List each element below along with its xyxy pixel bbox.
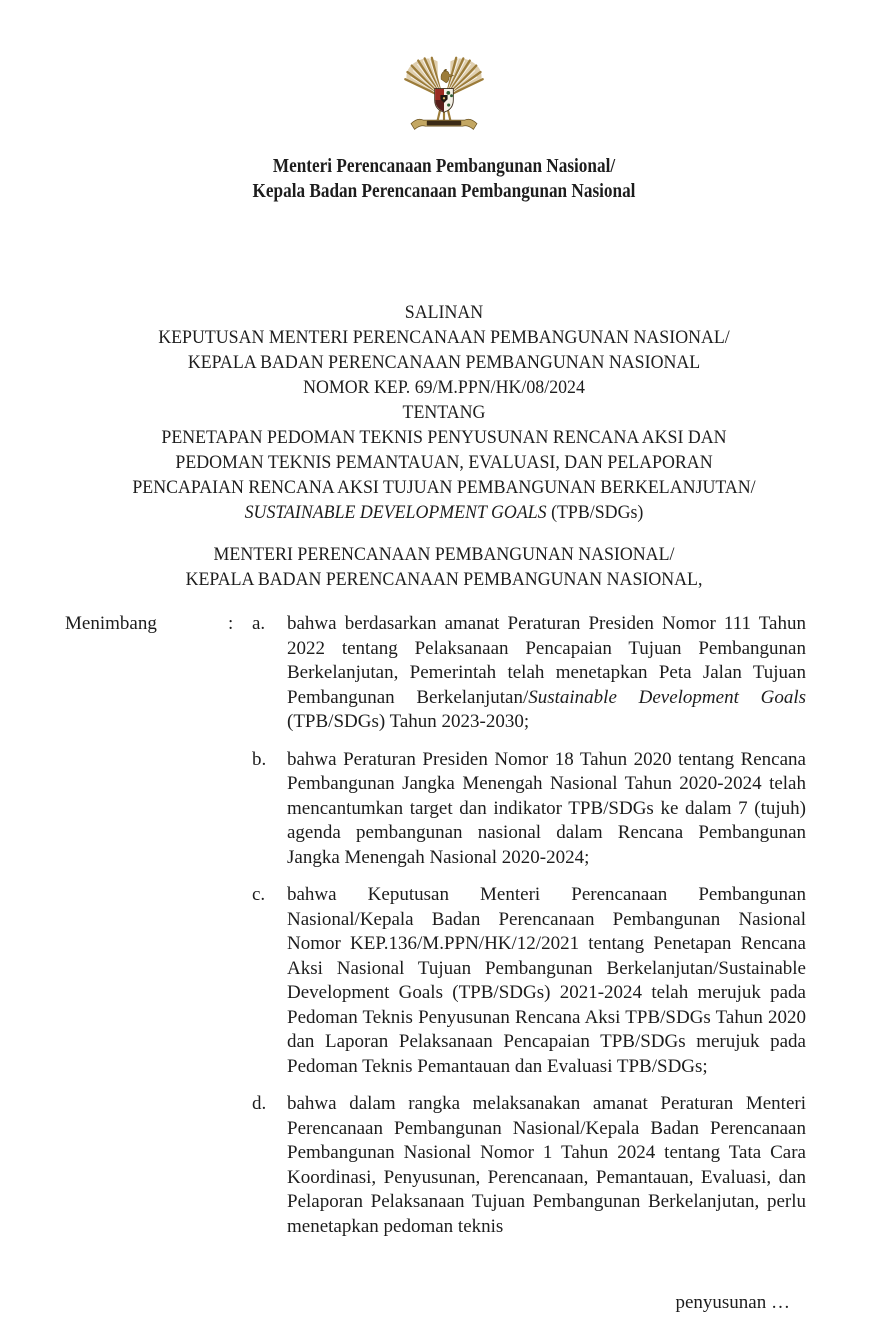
decree-subject-line2: PEDOMAN TEKNIS PEMANTAUAN, EVALUASI, DAN PELAPORAN — [175, 452, 713, 473]
item-text-d: bahwa dalam rangka melaksanakan amanat Peraturan Menteri Perencanaan Pembangunan Nasional/Kepala Badan Perencanaan Pembangunan Nasional Nomor 1 Tahun 2024 tentang Tata Cara Koordinasi, Penyusunan, Perencanaan, Pemantauan, Evaluasi, dan Pelaporan Pelaksanaan Tujuan Pembangunan Berkelanjutan, perlu menetapkan pedoman teknis — [287, 1093, 806, 1237]
menimbang-item-c — [65, 883, 806, 1079]
item-text-a: bahwa berdasarkan amanat Peraturan Presiden Nomor 111 Tahun 2022 tentang Pelaksanaan Pencapaian Tujuan Pembangunan Berkelanjutan, Pemerintah telah menetapkan Peta Jalan Tujuan Pembangunan Berkelanjutan/Sustainable Development Goals (TPB/SDGs) Tahun 2023-2030; — [287, 613, 806, 732]
decree-title-line1: KEPUTUSAN MENTERI PERENCANAAN PEMBANGUNAN NASIONAL/ — [158, 327, 730, 348]
tentang-label: TENTANG — [402, 402, 486, 423]
issuing-authority-block — [27, 542, 862, 592]
garuda-pancasila-icon — [401, 50, 487, 140]
authority-line1: MENTERI PERENCANAAN PEMBANGUNAN NASIONAL/ — [213, 544, 675, 565]
decree-title-line2: KEPALA BADAN PERENCANAAN PEMBANGUNAN NASIONAL — [187, 352, 701, 373]
item-marker-c: c. — [252, 884, 266, 905]
page-catchword: penyusunan … — [675, 1292, 790, 1313]
item-text-b: bahwa Peraturan Presiden Nomor 18 Tahun 2020 tentang Rencana Pembangunan Jangka Menengah Nasional Tahun 2020-2024 telah mencantumkan target dan indikator TPB/SDGs ke dalam 7 (tujuh) agenda pembangunan nasional dalam Rencana Pembangunan Jangka Menengah Nasional 2020-2024; — [287, 748, 806, 868]
subject-abbreviation: (TPB/SDGs) — [546, 502, 644, 523]
decree-subject-line1: PENETAPAN PEDOMAN TEKNIS PENYUSUNAN RENCANA AKSI DAN — [161, 427, 727, 448]
decree-number: NOMOR KEP. 69/M.PPN/HK/08/2024 — [303, 377, 585, 398]
menimbang-item-b — [65, 748, 806, 871]
decree-subject-line3: PENCAPAIAN RENCANA AKSI TUJUAN PEMBANGUNAN BERKELANJUTAN/ — [132, 477, 756, 498]
menimbang-item-d — [65, 1092, 806, 1239]
menimbang-label: Menimbang — [65, 613, 157, 634]
menimbang-separator: : — [228, 613, 234, 634]
item-marker-a: a. — [252, 613, 266, 634]
item-marker-d: d. — [252, 1093, 267, 1114]
salinan-label: SALINAN — [404, 302, 484, 323]
item-marker-b: b. — [252, 748, 267, 770]
menimbang-item-a — [65, 612, 806, 735]
decree-title-block — [27, 300, 862, 525]
ministry-name-line1: Menteri Perencanaan Pembangunan Nasional/ — [272, 155, 616, 177]
menimbang-section — [0, 612, 888, 1239]
item-text-c: bahwa Keputusan Menteri Perencanaan Pembangunan Nasional/Kepala Badan Perencanaan Pembangunan Nasional Nomor KEP.136/M.PPN/HK/12/2021 tentang Penetapan Rencana Aksi Nasional Tujuan Pembangunan Berkelanjutan/Sustainable Development Goals (TPB/SDGs) 2021-2024 telah merujuk pada Pedoman Teknis Penyusunan Rencana Aksi TPB/SDGs Tahun 2020 dan Laporan Pelaksanaan Pencapaian TPB/SDGs merujuk pada Pedoman Teknis Pemantauan dan Evaluasi TPB/SDGs; — [287, 884, 806, 1077]
ministry-name-line2: Kepala Badan Perencanaan Pembangunan Nasional — [252, 180, 636, 202]
decree-subject-line4 — [27, 500, 862, 525]
garuda-pancasila-emblem — [401, 50, 487, 140]
authority-line2: KEPALA BADAN PERENCANAAN PEMBANGUNAN NASIONAL, — [185, 569, 703, 590]
ministry-letterhead — [62, 154, 826, 204]
subject-english-italic: SUSTAINABLE DEVELOPMENT GOALS — [244, 502, 547, 523]
